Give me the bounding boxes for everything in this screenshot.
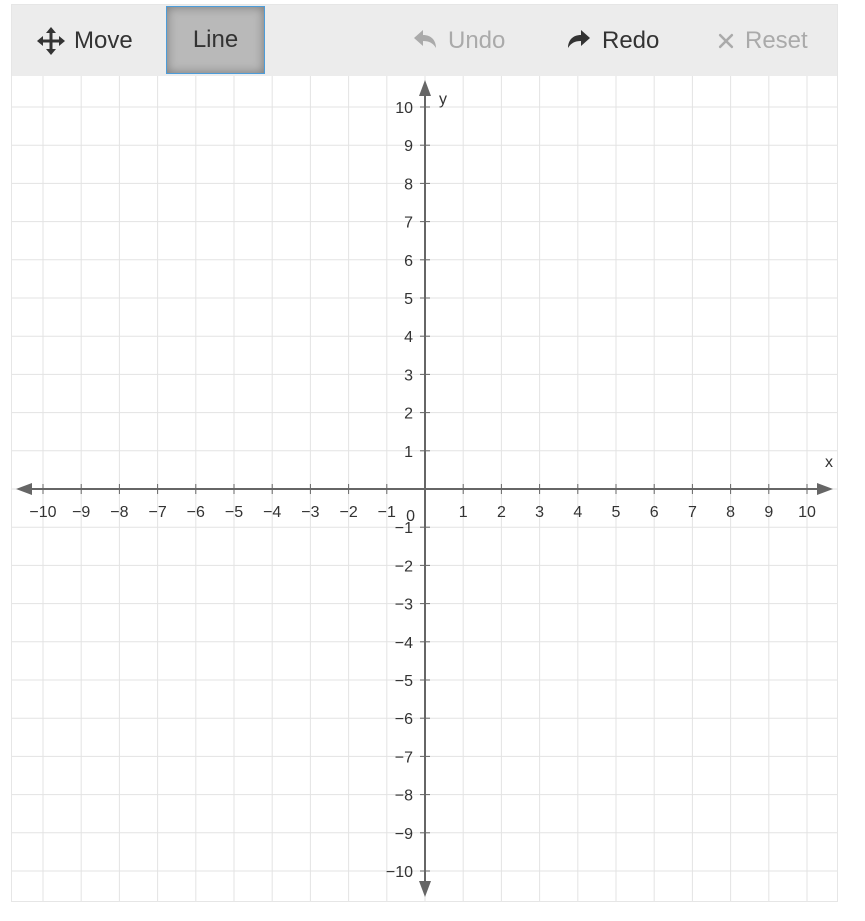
x-tick-label: −1 [377,504,396,521]
y-tick-label: −3 [394,596,413,614]
y-tick-label: −4 [394,634,413,652]
y-tick-label: 6 [404,252,413,270]
y-tick-label: −7 [394,749,413,767]
x-tick-label: 3 [535,504,545,521]
undo-label: Undo [448,26,506,54]
x-tick-label: 10 [798,504,816,521]
x-tick-label: −10 [29,504,57,521]
x-tick-label: 4 [573,504,583,521]
y-tick-label: 9 [404,138,413,156]
line-label: Line [192,26,239,53]
x-tick-label: −9 [72,504,91,521]
redo-arrow-icon [564,26,594,56]
x-tick-label: −2 [339,504,358,521]
undo-button[interactable] [410,5,505,76]
x-tick-label: −4 [263,504,282,521]
close-x-icon [715,30,737,52]
origin-label: 0 [406,508,415,525]
y-axis-label: y [439,91,447,108]
x-tick-label: 6 [649,504,659,521]
y-tick-label: −2 [394,558,413,576]
x-tick-label: 9 [764,504,774,521]
y-axis-arrow-down-icon [419,881,431,897]
y-tick-label: 3 [404,367,413,385]
y-tick-label: −10 [385,864,413,881]
y-tick-label: 8 [404,176,413,194]
y-tick-label: −5 [394,673,413,690]
x-axis-arrow-right-icon [817,483,833,495]
y-tick-label: −6 [394,711,413,729]
x-tick-label: −3 [301,504,320,521]
coordinate-plane[interactable] [12,76,837,901]
x-tick-label: 8 [726,504,736,521]
x-tick-label: 1 [458,504,468,521]
x-tick-label: 5 [611,504,621,521]
reset-button[interactable] [715,5,808,76]
y-tick-label: −1 [394,520,413,538]
y-tick-label: −8 [394,787,413,805]
move-label: Move [74,26,133,54]
y-axis-arrow-up-icon [419,80,431,96]
x-tick-label: −7 [148,504,167,521]
y-tick-label: 10 [395,100,413,117]
x-tick-label: 7 [687,504,697,521]
y-tick-label: 5 [404,291,413,308]
toolbar [12,5,837,76]
graph-widget [11,4,838,902]
move-tool-button[interactable] [36,5,133,76]
y-tick-label: 7 [404,214,413,232]
x-axis-arrow-left-icon [16,483,32,495]
y-tick-label: 4 [404,329,413,347]
y-axis-ticks [386,100,430,881]
y-tick-label: −9 [394,825,413,843]
axes [16,80,833,897]
line-tool-button[interactable] [166,6,265,74]
redo-button[interactable] [564,5,659,76]
move-arrows-icon [36,26,66,56]
x-tick-label: −8 [110,504,129,521]
y-tick-label: 2 [404,405,413,423]
x-tick-label: −6 [186,504,205,521]
x-tick-label: −5 [224,504,244,521]
y-tick-label: 1 [404,443,413,461]
undo-arrow-icon [410,26,440,56]
x-tick-label: 2 [496,504,506,521]
reset-label: Reset [745,26,808,54]
x-axis-label: x [825,454,833,471]
redo-label: Redo [602,26,660,54]
